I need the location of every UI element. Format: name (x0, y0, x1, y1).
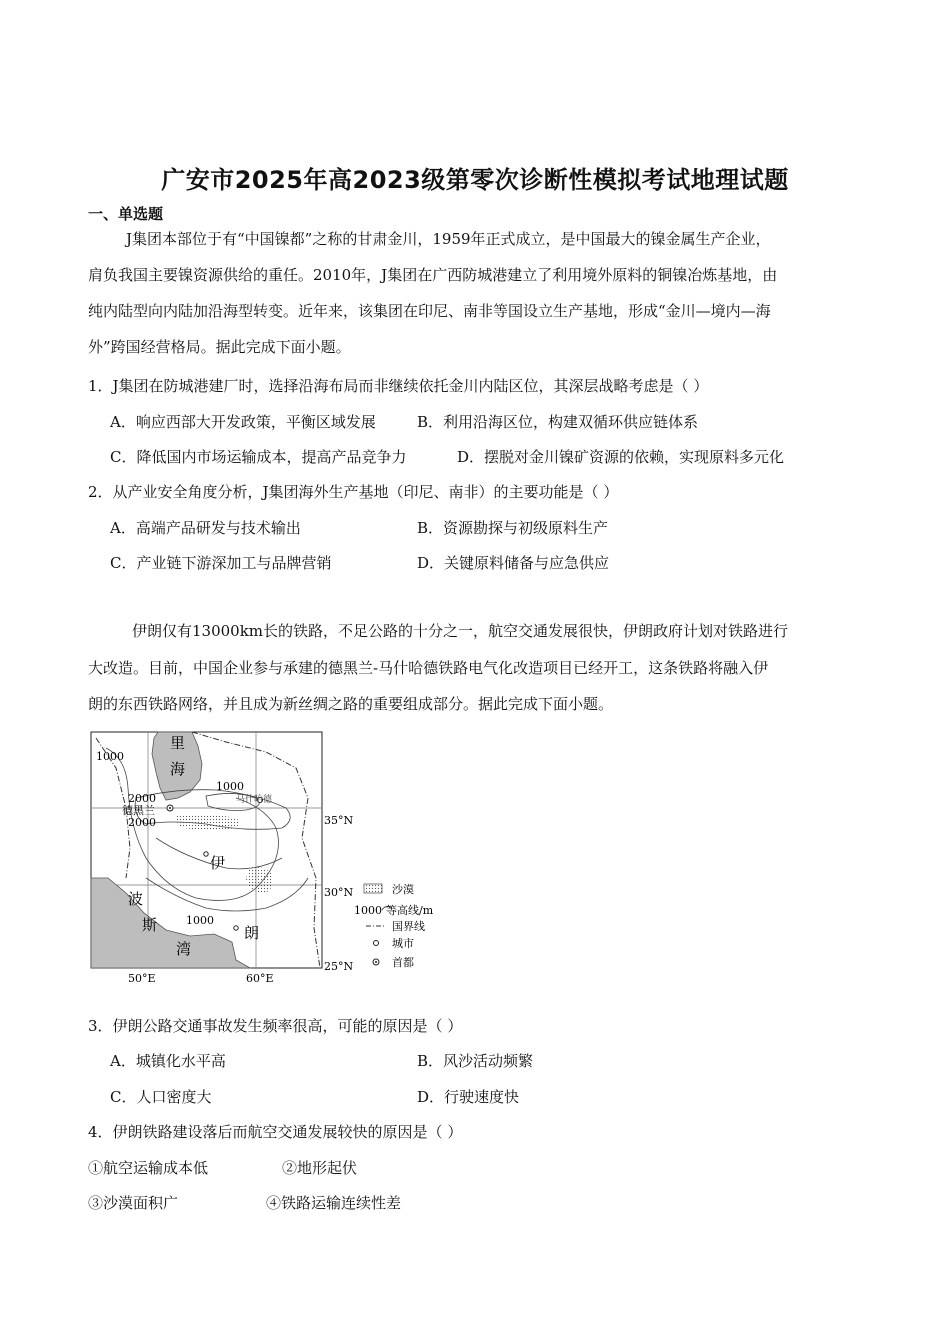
contour-label: 1000 (186, 914, 214, 927)
page-title: 广安市2025年高2023级第零次诊断性模拟考试地理试题 (161, 166, 789, 194)
capital-dot (169, 807, 171, 809)
question-2-option-d[interactable]: D．关键原料储备与应急供应 (417, 554, 610, 572)
legend-desert-swatch (364, 884, 382, 893)
question-1-option-a[interactable]: A．响应西部大开发政策，平衡区域发展 (110, 413, 376, 431)
lat-label-35n: 35°N (324, 814, 354, 827)
passage2-line-1: 伊朗仅有13000km长的铁路，不足公路的十分之一，航空交通发展很快，伊朗政府计划对铁路进行 (132, 622, 789, 640)
passage2-line-3: 朗的东西铁路网络，并且成为新丝绸之路的重要组成部分。据此完成下面小题。 (88, 695, 614, 713)
map-label-mashhad: 马什哈德 (236, 795, 273, 805)
question-4-item-1: ①航空运输成本低 (88, 1159, 209, 1177)
legend-desert-label: 沙漠 (392, 883, 414, 896)
city-marker (234, 926, 238, 930)
question-2-option-c[interactable]: C．产业链下游深加工与品牌营销 (110, 554, 332, 572)
section-heading: 一、单选题 (88, 205, 164, 223)
legend-city-swatch (374, 941, 379, 946)
question-4-item-3: ③沙漠面积广 (88, 1194, 179, 1212)
iran-map-figure (86, 728, 466, 988)
legend-contour-value: 1000 (354, 904, 382, 917)
map-label-gulf-2: 斯 (142, 916, 158, 934)
passage1-line-2: 肩负我国主要镍资源供给的重任。2010年，J集团在广西防城港建立了利用境外原料的铜镍冶炼基地，由 (88, 266, 778, 284)
lat-label-30n: 30°N (324, 886, 354, 899)
legend-contour-label: 等高线/m (386, 904, 434, 917)
map-label-tehran: 德黑兰 (122, 804, 155, 817)
city-marker (204, 852, 208, 856)
legend-city-label: 城市 (392, 937, 414, 950)
lon-label-50e: 50°E (128, 972, 156, 985)
question-4-item-4: ④铁路运输连续性差 (266, 1194, 402, 1212)
question-3-option-a[interactable]: A．城镇化水平高 (110, 1052, 226, 1070)
map-label-gulf-3: 湾 (176, 940, 192, 958)
question-3-option-d[interactable]: D．行驶速度快 (417, 1088, 520, 1106)
question-2-option-b[interactable]: B．资源勘探与初级原料生产 (417, 519, 609, 537)
legend-border-label: 国界线 (392, 920, 425, 933)
passage2-line-2: 大改造。目前，中国企业参与承建的德黑兰-马什哈德铁路电气化改造项目已经开工，这条铁路将融入伊 (88, 659, 769, 677)
map-label-gulf-1: 波 (128, 890, 144, 908)
question-1-option-b[interactable]: B．利用沿海区位，构建双循环供应链体系 (417, 413, 699, 431)
contour-label: 1000 (216, 780, 244, 793)
passage1-line-3: 纯内陆型向内陆加沿海型转变。近年来，该集团在印尼、南非等国设立生产基地，形成“金川—境内—海 (88, 302, 771, 320)
question-3-option-c[interactable]: C．人口密度大 (110, 1088, 212, 1106)
question-1-option-c[interactable]: C．降低国内市场运输成本，提高产品竞争力 (110, 448, 407, 466)
map-label-caspian-1: 里 (170, 734, 186, 752)
lon-label-60e: 60°E (246, 972, 274, 985)
question-4-stem: 4．伊朗铁路建设落后而航空交通发展较快的原因是（ ） (88, 1123, 463, 1141)
map-label-caspian-2: 海 (170, 760, 186, 778)
question-4-item-2: ②地形起伏 (282, 1159, 358, 1177)
contour-label: 2000 (128, 816, 156, 829)
passage1-line-1: J集团本部位于有“中国镍都”之称的甘肃金川，1959年正式成立，是中国最大的镍金属生产企业， (126, 230, 771, 248)
map-label-iran-2: 朗 (244, 924, 260, 942)
question-3-option-b[interactable]: B．风沙活动频繁 (417, 1052, 534, 1070)
question-3-stem: 3．伊朗公路交通事故发生频率很高，可能的原因是（ ） (88, 1017, 463, 1035)
lat-label-25n: 25°N (324, 960, 354, 973)
question-2-stem: 2．从产业安全角度分析，J集团海外生产基地（印尼、南非）的主要功能是（ ） (88, 483, 619, 501)
legend-capital-label: 首都 (392, 956, 414, 969)
question-1-option-d[interactable]: D．摆脱对金川镍矿资源的依赖，实现原料多元化 (457, 448, 785, 466)
question-2-option-a[interactable]: A．高端产品研发与技术输出 (110, 519, 301, 537)
question-1-stem: 1．J集团在防城港建厂时，选择沿海布局而非继续依托金川内陆区位，其深层战略考虑是（ ） (88, 377, 709, 395)
passage1-line-4: 外”跨国经营格局。据此完成下面小题。 (88, 338, 351, 356)
contour-label: 2000 (128, 792, 156, 805)
legend-capital-dot (375, 961, 377, 963)
map-label-iran-1: 伊 (210, 854, 226, 872)
contour-label: 1000 (96, 750, 124, 763)
